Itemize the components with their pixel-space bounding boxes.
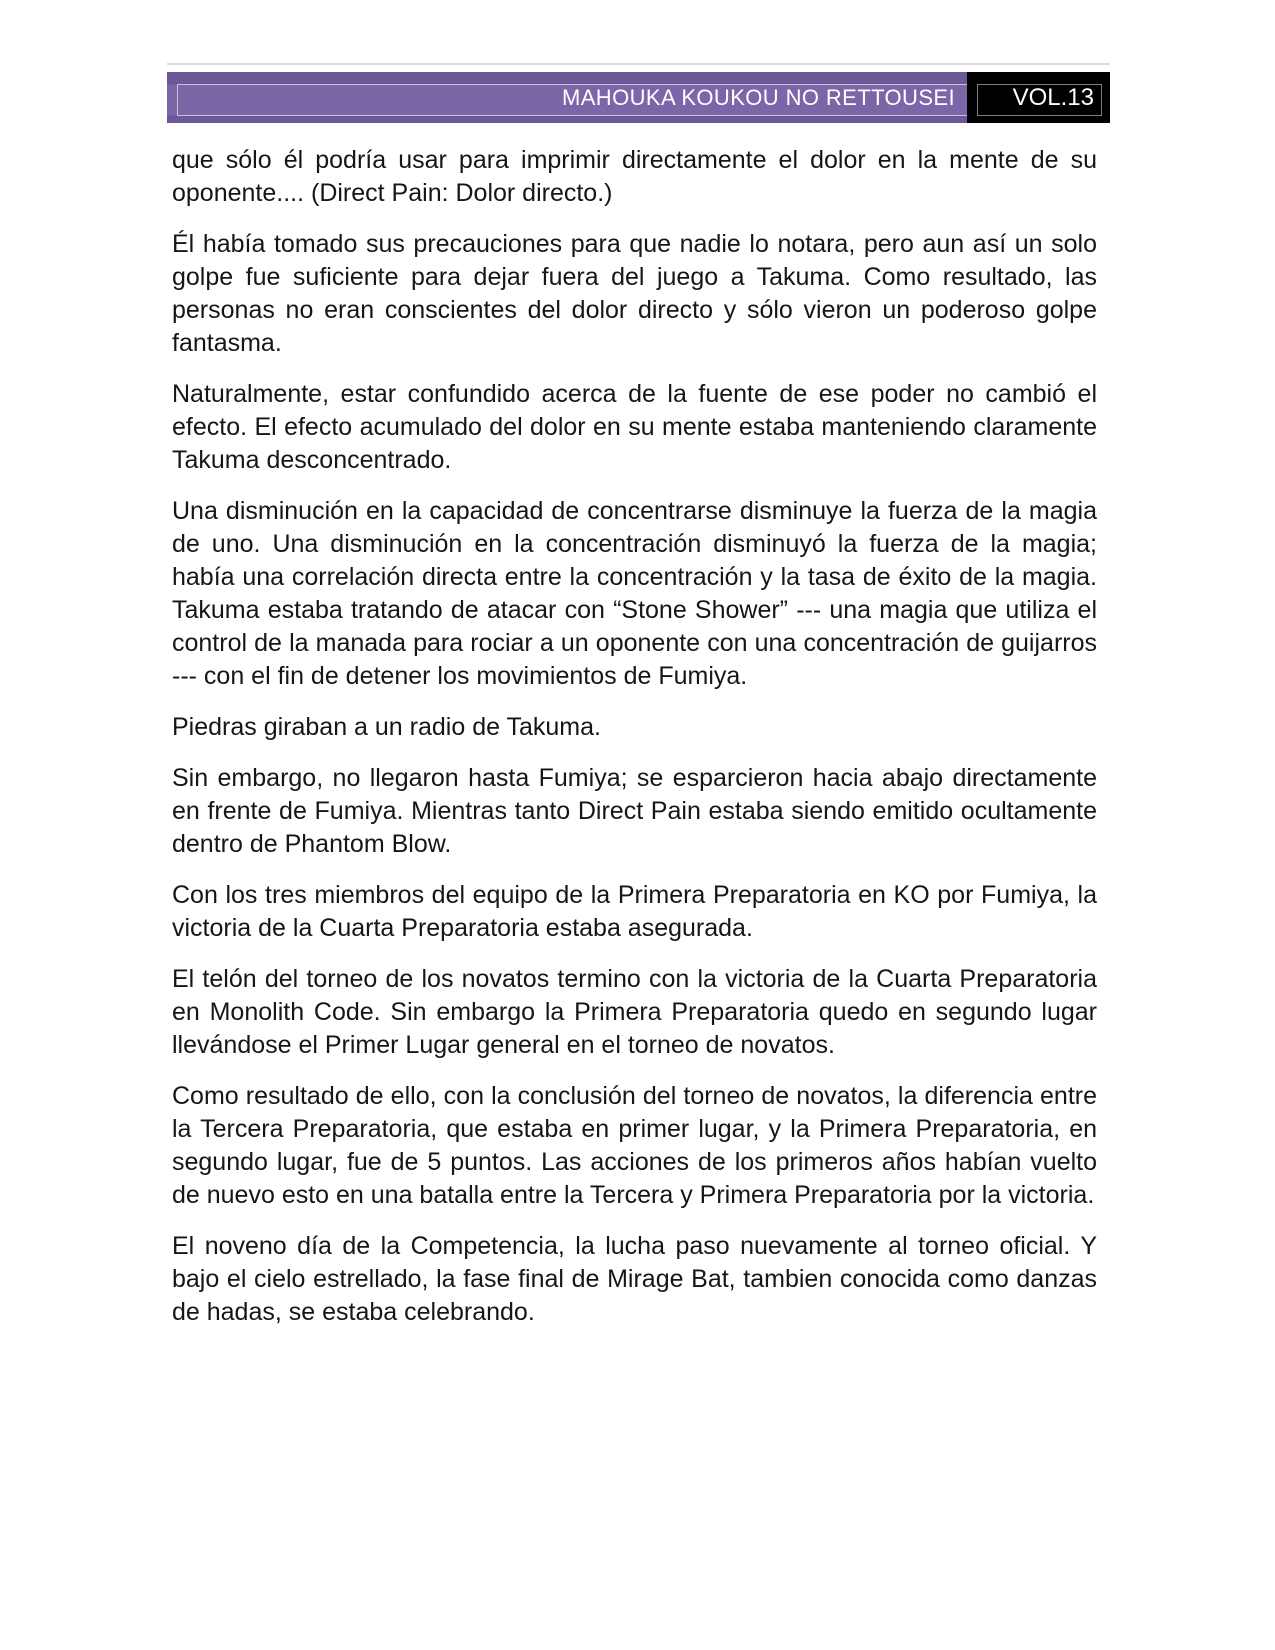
page-header-banner (167, 72, 1110, 123)
header-title-cell (167, 72, 967, 123)
paragraph: El telón del torneo de los novatos termino con la victoria de la Cuarta Preparatoria en Monolith Code. Sin embargo la Primera Preparatoria quedo en segundo lugar llevándose el Primer Lugar general en el torneo de novatos. (172, 965, 1097, 1059)
page-body (172, 144, 1097, 1347)
paragraph: Con los tres miembros del equipo de la Primera Preparatoria en KO por Fumiya, la victoria de la Cuarta Preparatoria estaba asegurada. (172, 881, 1097, 942)
header-top-rule (167, 63, 1110, 65)
paragraph: Sin embargo, no llegaron hasta Fumiya; se esparcieron hacia abajo directamente en frente de Fumiya. Mientras tanto Direct Pain estaba siendo emitido ocultamente dentro de Phantom Blow. (172, 764, 1097, 858)
volume-label: VOL.13 (1012, 83, 1094, 111)
volume-badge (967, 72, 1110, 123)
paragraph: El noveno día de la Competencia, la lucha paso nuevamente al torneo oficial. Y bajo el cielo estrellado, la fase final de Mirage Bat, tambien conocida como danzas de hadas, se estaba celebrando. (172, 1232, 1097, 1326)
header-title: MAHOUKA KOUKOU NO RETTOUSEI (561, 84, 955, 110)
paragraph: Naturalmente, estar confundido acerca de la fuente de ese poder no cambió el efecto. El efecto acumulado del dolor en su mente estaba manteniendo claramente Takuma desconcentrado. (172, 380, 1097, 474)
paragraph: que sólo él podría usar para imprimir directamente el dolor en la mente de su oponente.... (Direct Pain: Dolor directo.) (172, 146, 1097, 207)
paragraph: Él había tomado sus precauciones para que nadie lo notara, pero aun así un solo golpe fue suficiente para dejar fuera del juego a Takuma. Como resultado, las personas no eran conscientes del dolor directo y sólo vieron un poderoso golpe fantasma. (172, 230, 1097, 357)
paragraph: Como resultado de ello, con la conclusión del torneo de novatos, la diferencia entre la Tercera Preparatoria, que estaba en primer lugar, y la Primera Preparatoria, en segundo lugar, fue de 5 puntos. Las acciones de los primeros años habían vuelto de nuevo esto en una batalla entre la Tercera y Primera Preparatoria por la victoria. (172, 1082, 1097, 1209)
paragraph: Piedras giraban a un radio de Takuma. (172, 713, 601, 741)
paragraph: Una disminución en la capacidad de concentrarse disminuye la fuerza de la magia de uno. Una disminución en la concentración disminuyó la fuerza de la magia; había una correlación directa entre la concentración y la tasa de éxito de la magia. Takuma estaba tratando de atacar con “Stone Shower” --- una magia que utiliza el control de la manada para rociar a un oponente con una concentración de guijarros --- con el fin de detener los movimientos de Fumiya. (172, 497, 1097, 690)
